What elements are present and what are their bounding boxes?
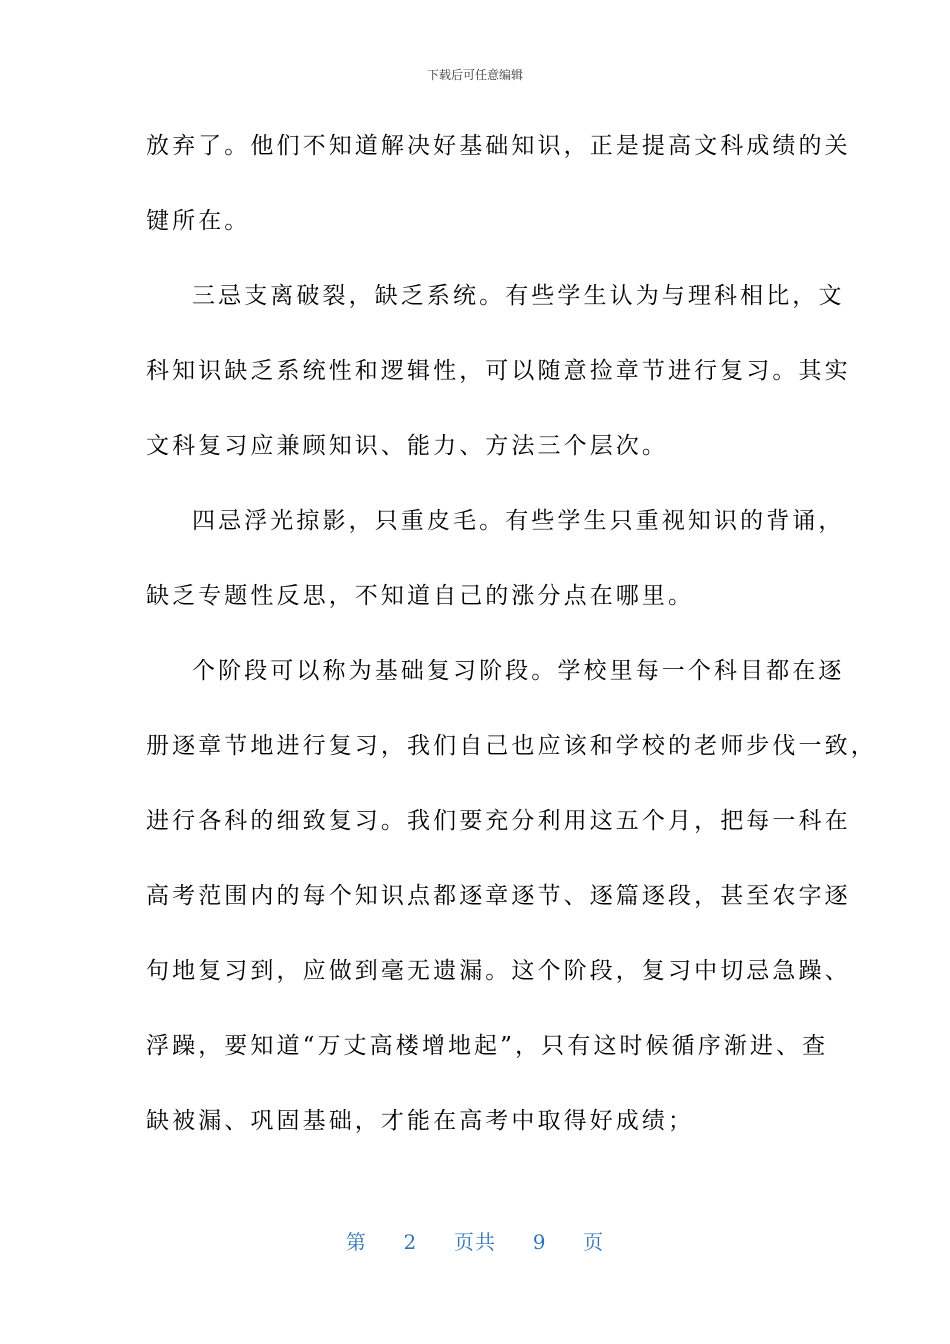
paragraph-line: 进行各科的细致复习。我们要充分利用这五个月，把每一科在: [146, 808, 851, 834]
paragraph-line: 文科复习应兼顾知识、能力、方法三个层次。: [146, 433, 668, 459]
paragraph-line: 四忌浮光掠影，只重皮毛。有些学生只重视知识的背诵，: [192, 508, 845, 534]
page-header-note: 下载后可任意编辑: [426, 68, 523, 82]
paragraph-line: 册逐章节地进行复习，我们自己也应该和学校的老师步伐一致，: [146, 733, 877, 759]
page-number-footer: [0, 1226, 950, 1255]
paragraph-line: 句地复习到，应做到毫无遗漏。这个阶段，复习中切忌急躁、: [146, 958, 851, 984]
paragraph-line: 三忌支离破裂，缺乏系统。有些学生认为与理科相比，文: [192, 283, 845, 309]
page-current: 2: [403, 1230, 418, 1254]
page-total: 9: [532, 1230, 547, 1254]
page-suffix: 页: [583, 1230, 605, 1254]
paragraph-line: 缺乏专题性反思，不知道自己的涨分点在哪里。: [146, 583, 695, 609]
document-body: [146, 126, 877, 1176]
page-mid: 页共: [454, 1230, 496, 1254]
paragraph-line: 放弃了。他们不知道解决好基础知识，正是提高文科成绩的关: [146, 133, 851, 159]
paragraph-line: 科知识缺乏系统性和逻辑性，可以随意捡章节进行复习。其实: [146, 358, 851, 384]
paragraph-line: 个阶段可以称为基础复习阶段。学校里每一个科目都在逐: [192, 658, 845, 684]
paragraph-line: 缺被漏、巩固基础，才能在高考中取得好成绩；: [146, 1108, 695, 1134]
page-prefix: 第: [345, 1230, 367, 1254]
paragraph-line: 键所在。: [146, 208, 251, 234]
paragraph-line: 浮躁，要知道“万丈高楼增地起”，只有这时候循序渐进、查: [146, 1033, 829, 1059]
paragraph-line: 高考范围内的每个知识点都逐章逐节、逐篇逐段，甚至农字逐: [146, 883, 851, 909]
